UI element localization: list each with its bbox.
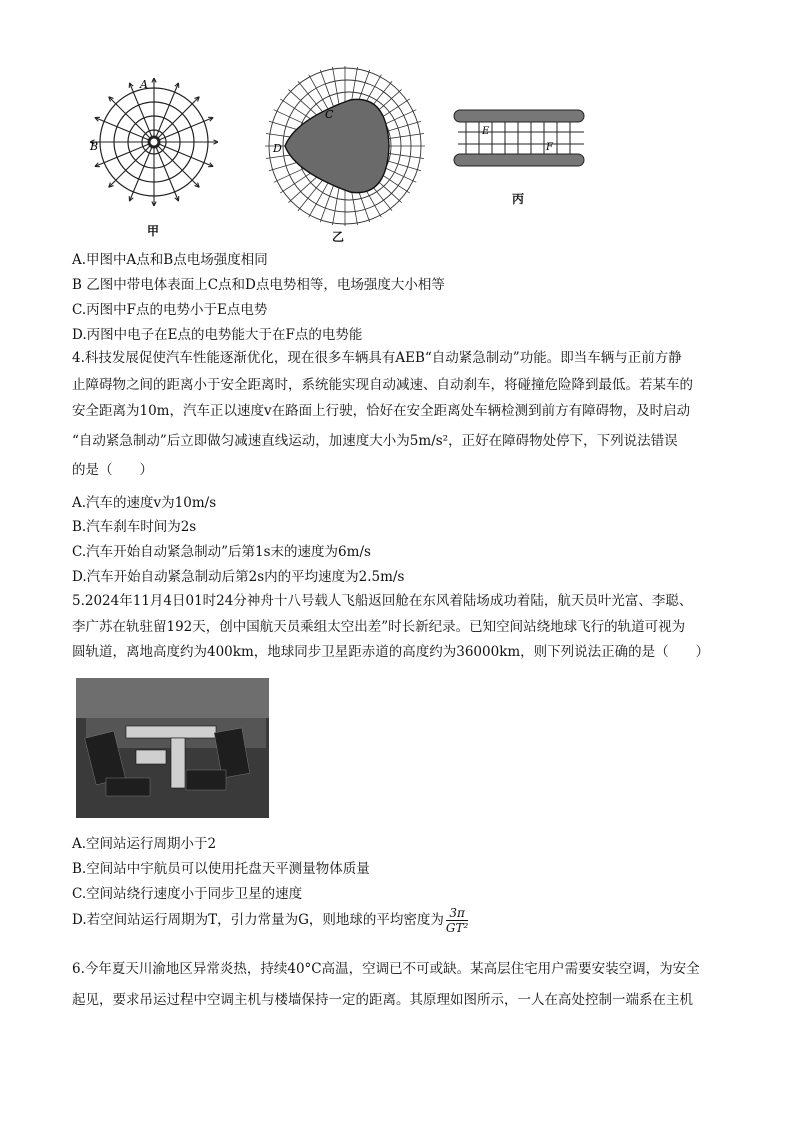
field-line — [309, 75, 328, 109]
field-line — [288, 176, 318, 203]
field-line — [288, 89, 318, 116]
q4-line: 4.科技发展促使汽车性能逐渐优化，现在很多车辆具有AEB“自动紧急制动”功能。即当车辆与正前方静 — [72, 350, 682, 366]
fraction-numerator: 3π — [446, 906, 468, 921]
point-d-label: D — [273, 142, 282, 155]
q4-line: “自动紧急制动”后立即做匀减速直线运动，加速度大小为5m/s²，正好在障碍物处停下，下列说法错误 — [72, 433, 678, 449]
field-line — [332, 67, 339, 105]
field-line — [320, 70, 333, 106]
q5-line: 李广苏在轨驻留192天，创中国航天员乘组太空出差”时长新纪录。已知空间站绕地球飞行的轨道可视为 — [72, 619, 686, 635]
q5-option-b: B.空间站中宇航员可以使用托盘天平测量物体质量 — [72, 861, 370, 877]
field-line — [332, 187, 339, 225]
figure-jia-caption: 甲 — [147, 224, 160, 238]
figure-bing-caption: 丙 — [512, 192, 525, 206]
figure-yi-caption: 乙 — [332, 230, 345, 244]
q4-line: 的是（ ） — [72, 462, 153, 478]
q6-line: 起见，要求吊运过程中空调主机与楼墙保持一定的距离。其原理如图所示，一人在高处控制一端系在主机 — [72, 992, 693, 1008]
field-line — [309, 183, 328, 217]
point-f-label: F — [546, 142, 553, 153]
q3-option-d: D.丙图中电子在E点的电势能大于在F点的电势能 — [72, 327, 363, 343]
point-a-label: A — [140, 78, 148, 91]
q5-option-d-text: D.若空间站运行周期为T，引力常量为G，则地球的平均密度为 — [72, 912, 444, 928]
point-b-label: B — [90, 140, 99, 153]
q3-option-a: A.甲图中A点和B点电场强度相同 — [72, 252, 268, 268]
q4-option-a: A.汽车的速度v为10m/s — [72, 495, 217, 511]
q5-option-c: C.空间站绕行速度小于同步卫星的速度 — [72, 886, 303, 902]
figure-yi-charged-conductor — [255, 62, 425, 230]
q6-line: 6.今年夏天川渝地区异常炎热，持续40°C高温，空调已不可或缺。某高层住宅用户需要安装空调，为安全 — [72, 961, 700, 977]
point-c-label: C — [325, 108, 334, 121]
q3-option-b: B 乙图中带电体表面上C点和D点电势相等，电场强度大小相等 — [72, 277, 445, 293]
q5-option-d — [72, 906, 468, 935]
figure-jia-radial-field — [88, 72, 228, 222]
field-line — [280, 171, 314, 193]
q5-option-a: A.空间站运行周期小于2 — [72, 836, 217, 852]
point-e-label: E — [482, 126, 490, 137]
q5-line: 圆轨道，离地高度约为400km，地球同步卫星距赤道的高度约为36000km，则下列说法正确的是（ ） — [72, 644, 710, 660]
q5-line: 5.2024年11月4日01时24分神舟十八号载人飞船返回舱在东风着陆场成功着陆，航天员叶光富、李聪、 — [72, 593, 693, 609]
density-fraction — [446, 906, 468, 935]
figure-bing-parallel-plates — [450, 104, 590, 174]
q4-option-d: D.汽车开始自动紧急制动后第2s内的平均速度为2.5m/s — [72, 569, 405, 585]
q4-option-c: C.汽车开始自动紧急制动”后第1s末的速度为6m/s — [72, 544, 371, 560]
field-line — [320, 186, 333, 222]
q4-line: 安全距离为10m，汽车正以速度v在路面上行驶，恰好在安全距离处车辆检测到前方有障碍物，及时启动 — [72, 403, 691, 419]
field-line — [298, 180, 323, 211]
field-line — [298, 81, 323, 112]
q4-option-b: B.汽车刹车时间为2s — [72, 519, 197, 535]
q4-line: 止障碍物之间的距离小于安全距离时，系统能实现自动减速、自动刹车，将碰撞危险降到最低。若某车的 — [72, 377, 693, 393]
q3-option-c: C.丙图中F点的电势小于E点电势 — [72, 302, 268, 318]
space-station-photo — [76, 678, 269, 818]
fraction-denominator: GT² — [445, 921, 469, 935]
field-line — [280, 99, 314, 121]
